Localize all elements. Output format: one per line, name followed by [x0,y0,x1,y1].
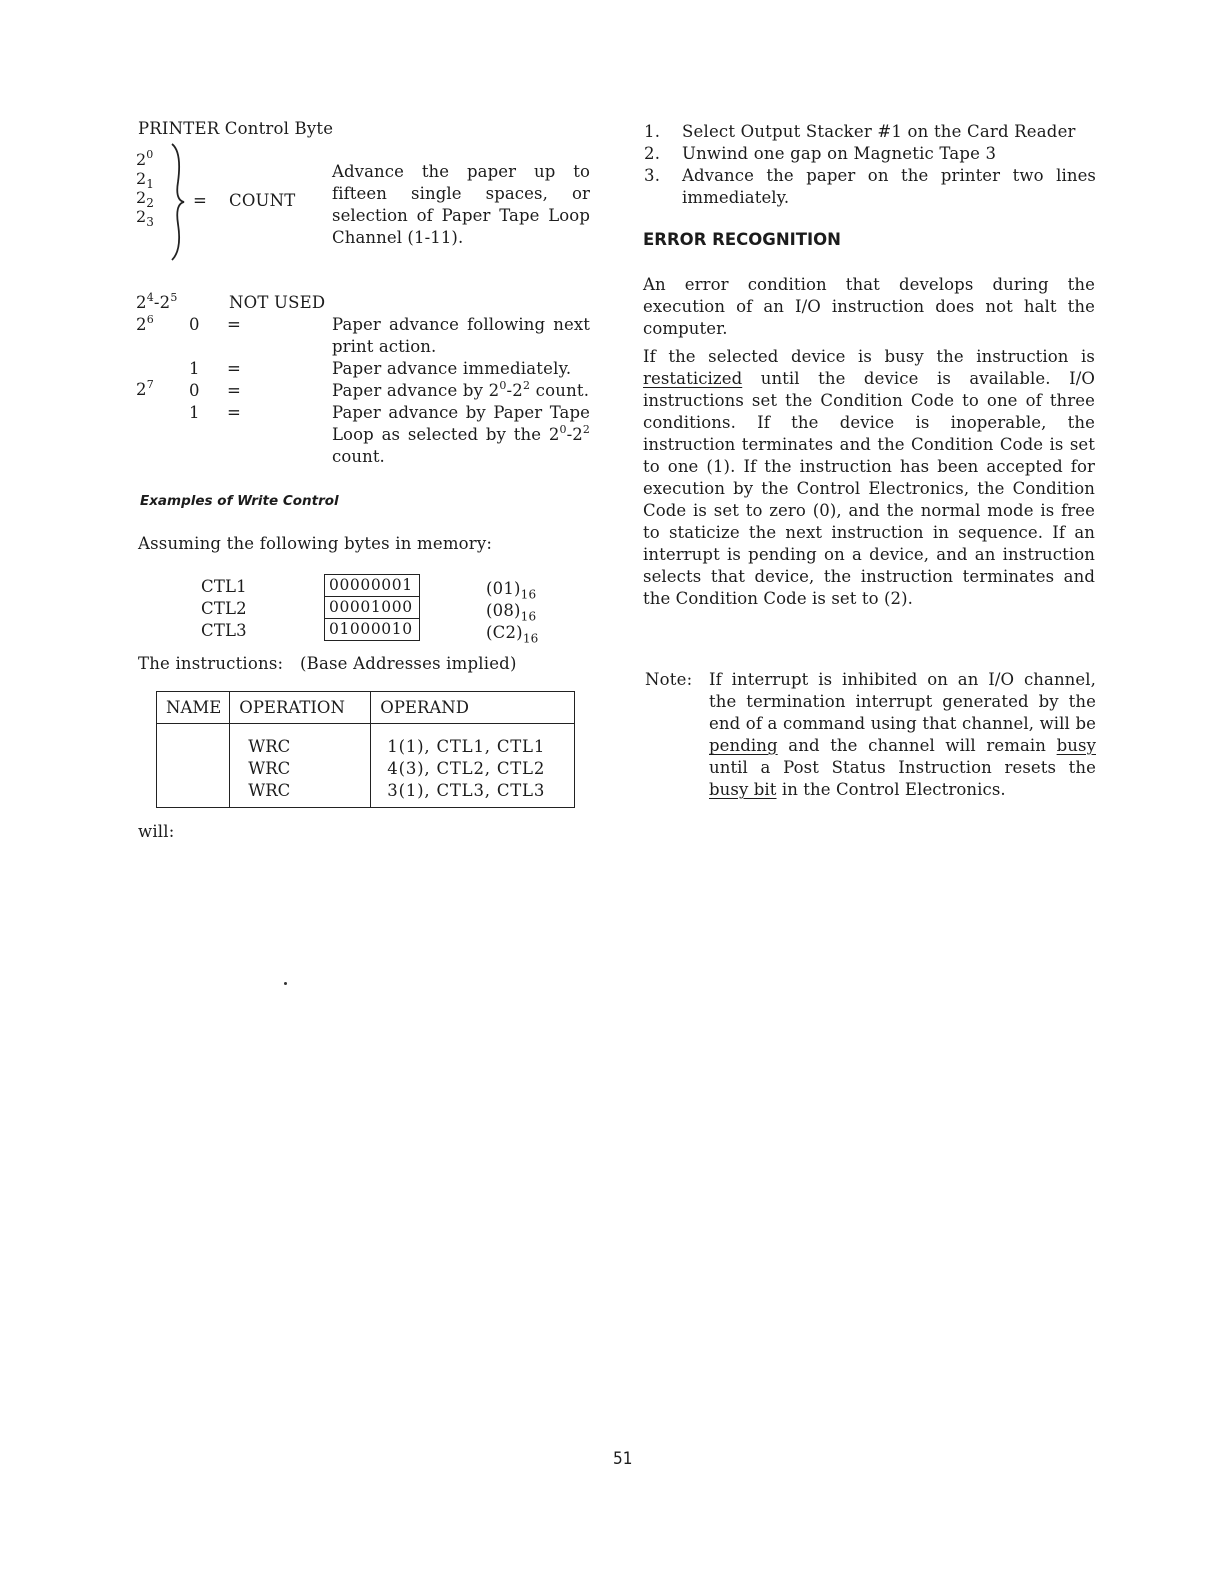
bit6-label: $2^6$ [136,312,154,334]
name-cell [157,724,230,808]
list-item: Advance the paper on the printer two lines immediately. [682,166,1096,207]
table-body-row [157,724,575,808]
will-label: will: [138,822,175,841]
header-name: NAME [157,692,230,724]
stray-dot [284,982,287,985]
list-item: Select Output Stacker #1 on the Card Reader [682,122,1076,141]
byte-hex-value: $(C2)_{16}$ [486,623,539,646]
operand-value: 3(1), CTL3, CTL3 [387,781,546,800]
row-value: 1 [189,359,200,378]
byte-names [201,576,247,642]
row-equals: = [227,403,242,422]
byte-bits-box: 01000010 [324,619,420,641]
header-operand: OPERAND [371,692,575,724]
instructions-label: The instructions: [138,654,284,673]
count-label: COUNT [229,191,296,210]
row-value: 0 [189,381,200,400]
table-header-row [157,692,575,724]
notused-label: NOT USED [229,293,326,312]
printer-heading: PRINTER Control Byte [138,119,334,138]
row-value: 0 [189,315,200,334]
error-paragraph-2: If the selected device is busy the instruction is restaticized until the device is available. I/O instructions set the Condition Code to one of three conditions. If the device is inoperable, the instruction terminates and the Condition Code is set to one (1). If the instruction has been accepted for execution by the Control Electronics, the Condition Code is set to zero (0), and the normal mode is free to staticize the next instruction in sequence. If an interrupt is pending on a device, and an instruction selects that device, the instruction terminates and the Condition Code is set to (2). [643,347,1095,608]
note-label: Note: [645,670,693,689]
byte-hex-value: $(01)_{16}$ [486,579,537,602]
count-description: Advance the paper up to fifteen single spaces, or selection of Paper Tape Loop Channel (1-11). [332,162,590,247]
row-equals: = [227,315,242,334]
bit-2: $2_2$ [136,188,154,211]
brace-icon [166,142,196,262]
operation-cell [230,724,371,808]
row-description: Paper advance by Paper Tape Loop as selected by the $2^0-2^2$ count. [332,403,590,466]
row-description: Paper advance following next print action. [332,315,590,356]
page-number: 51 [613,1449,633,1469]
list-number: 2. [644,144,661,163]
count-equals: = [193,191,208,210]
byte-name: CTL2 [201,599,247,618]
operation-value: WRC [248,781,291,800]
error-paragraph-1: An error condition that develops during the execution of an I/O instruction does not halt the computer. [643,275,1095,338]
byte-boxes [324,574,420,641]
examples-heading: Examples of Write Control [140,493,339,509]
byte-hex-value: $(08)_{16}$ [486,601,537,624]
row-equals: = [227,381,242,400]
row-equals: = [227,359,242,378]
list-item: Unwind one gap on Magnetic Tape 3 [682,144,997,163]
row-description: Paper advance immediately. [332,359,572,378]
byte-name: CTL3 [201,621,247,640]
byte-bits-box: 00000001 [324,574,420,597]
notused-bits: $2^4-2^5$ [136,290,178,312]
instructions-note: (Base Addresses implied) [300,654,517,673]
row-description: Paper advance by $2^0-2^2$ count. [332,378,590,400]
list-number: 1. [644,122,661,141]
byte-bits-box: 00001000 [324,597,420,619]
bit-3: $2_3$ [136,207,154,230]
count-bits [136,147,154,230]
examples-intro: Assuming the following bytes in memory: [138,534,493,553]
operand-cell [371,724,575,808]
operand-value: 1(1), CTL1, CTL1 [387,737,546,756]
row-value: 1 [189,403,200,422]
operation-value: WRC [248,759,291,778]
operand-value: 4(3), CTL2, CTL2 [387,759,546,778]
header-operation: OPERATION [230,692,371,724]
operation-value: WRC [248,737,291,756]
error-heading: ERROR RECOGNITION [643,230,841,249]
instruction-table [156,691,575,808]
byte-name: CTL1 [201,577,247,596]
bit-0: $2^0$ [136,147,154,169]
bit-1: $2_1$ [136,169,154,192]
note-text: If interrupt is inhibited on an I/O channel, the termination interrupt generated by the end of a command using that channel, will be pending and the channel will remain busy until a Post Status Instruction resets the busy bit in the Control Electronics. [709,670,1096,799]
bit7-label: $2^7$ [136,377,154,399]
list-number: 3. [644,166,661,185]
byte-hex [486,578,538,644]
